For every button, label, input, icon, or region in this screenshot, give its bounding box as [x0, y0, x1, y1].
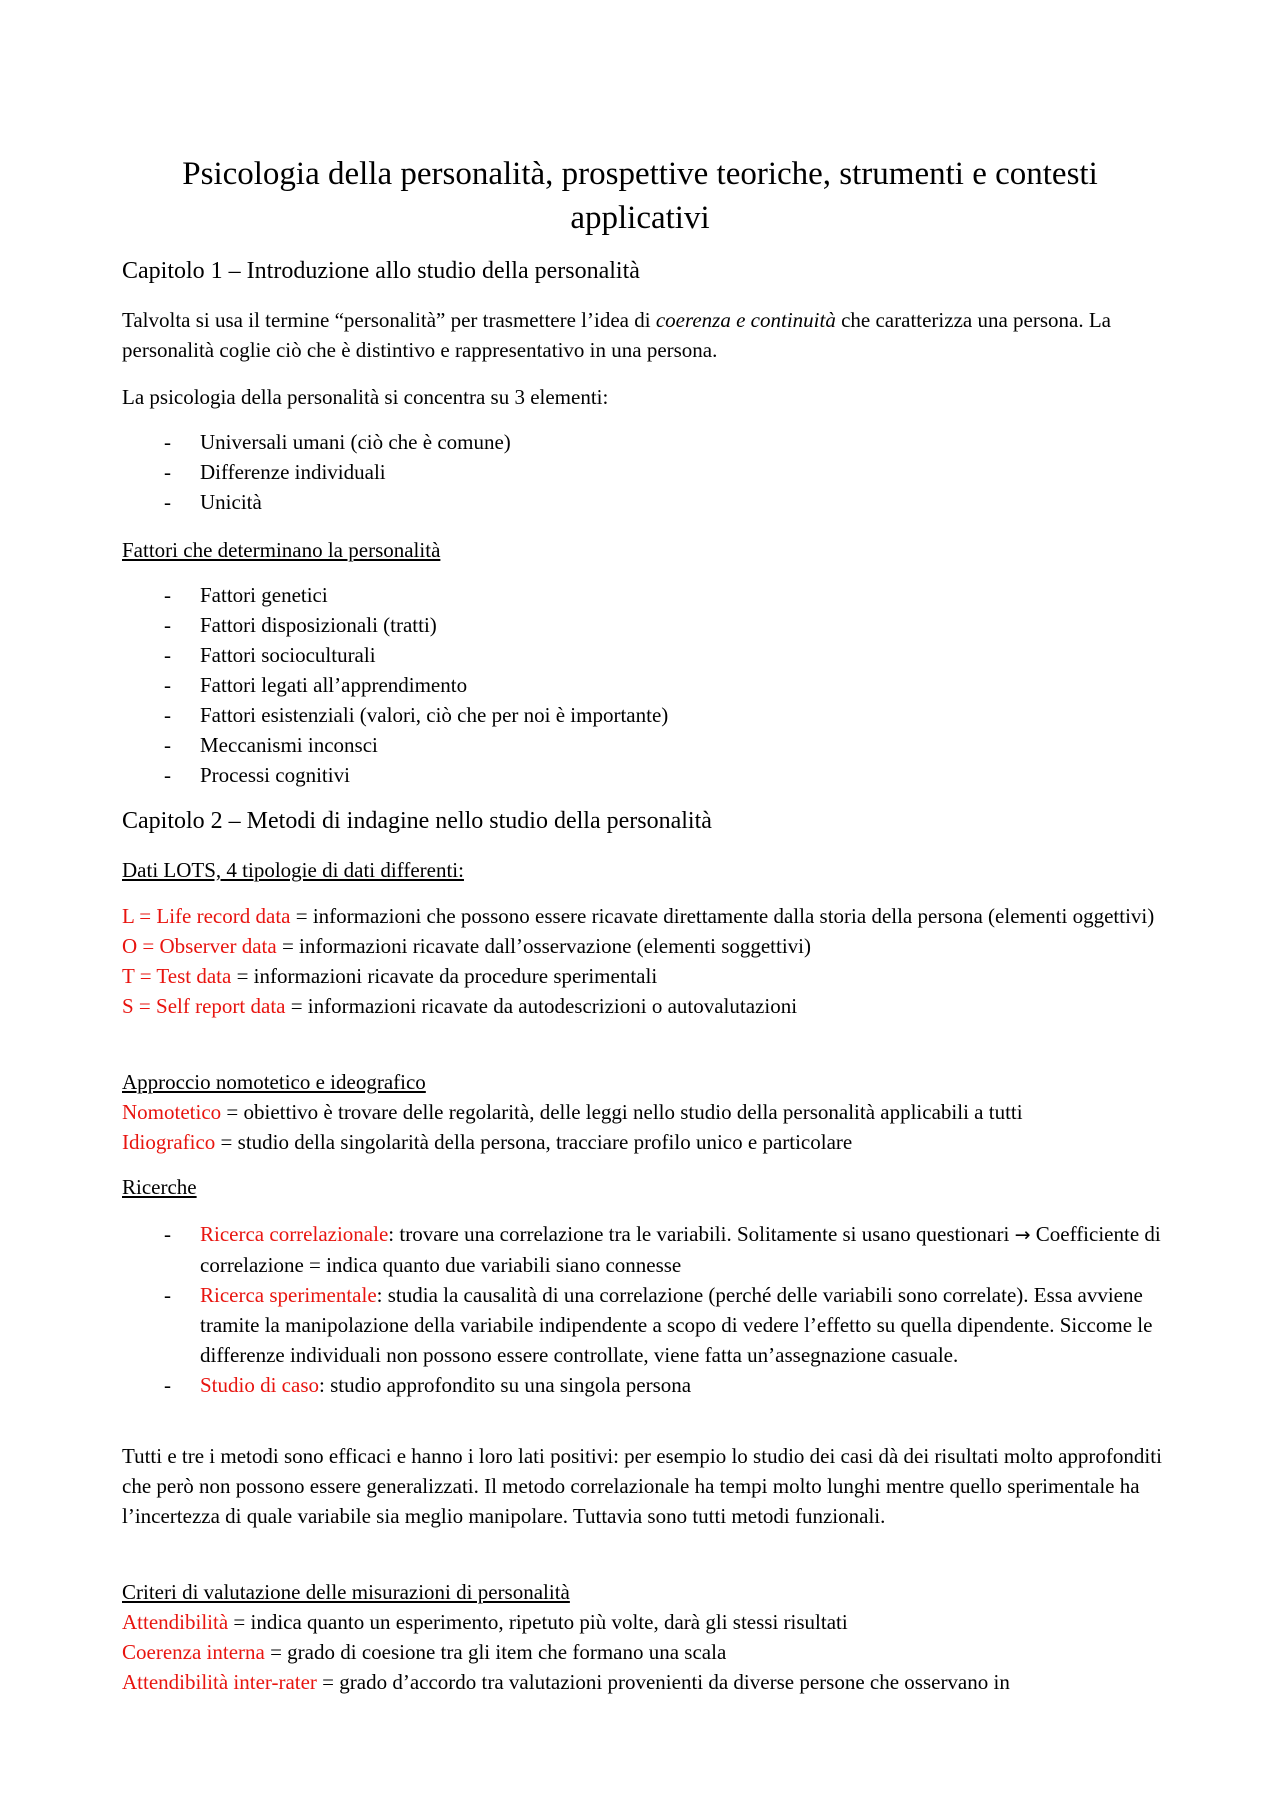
chapter-2-heading: Capitolo 2 – Metodi di indagine nello studio della personalità [122, 808, 712, 834]
approach-heading: Approccio nomotetico e ideografico [122, 1070, 426, 1094]
lots-list [122, 901, 1162, 1021]
list-item: - Meccanismi inconsci [164, 733, 378, 757]
intro-text-b: che caratterizza una persona. La personalità coglie ciò che è distintivo e rappresentativo in una persona. [122, 308, 1111, 362]
criteria-item: Attendibilità inter-rater = grado d’accordo tra valutazioni provenienti da diverse persone che osservano in [122, 1670, 1010, 1694]
list-item: - Fattori socioculturali [164, 643, 376, 667]
list-item: - Ricerca sperimentale: studia la causalità di una correlazione (perché delle variabili sono correlate). Essa avviene tramite la manipolazione della variabile indipendente a scopo di vedere l’effetto su quella dipendente. Siccome le differenze individuali non possono essere controllate, viene fatta un’assegnazione casuale. [164, 1283, 1153, 1367]
factors-heading: Fattori che determinano la personalità [122, 538, 441, 562]
criteria-heading: Criteri di valutazione delle misurazioni di personalità [122, 1580, 570, 1604]
research-heading: Ricerche [122, 1175, 197, 1199]
lots-heading: Dati LOTS, 4 tipologie di dati differenti: [122, 858, 464, 882]
lots-item-l: L = Life record data = informazioni che possono essere ricavate direttamente dalla storia della persona (elementi oggettivi) [122, 904, 1155, 928]
list-item: - Fattori legati all’apprendimento [164, 673, 468, 697]
list-item: - Universali umani (ciò che è comune) [164, 430, 511, 454]
lots-item-o: O = Observer data = informazioni ricavate dall’osservazione (elementi soggettivi) [122, 934, 812, 958]
lots-item-s: S = Self report data = informazioni ricavate da autodescrizioni o autovalutazioni [122, 994, 798, 1018]
elements-list [122, 427, 1162, 517]
list-item: - Fattori genetici [164, 583, 328, 607]
chapter-1-intro [122, 305, 1162, 365]
list-item: - Studio di caso: studio approfondito su una singola persona [164, 1373, 692, 1397]
chapter-1-heading: Capitolo 1 – Introduzione allo studio della personalità [122, 258, 640, 284]
list-item: - Differenze individuali [164, 460, 386, 484]
criteria-item: Coerenza interna = grado di coesione tra gli item che formano una scala [122, 1640, 727, 1664]
arrow-right-icon: → [1014, 1224, 1031, 1246]
approach-section [122, 1067, 1162, 1157]
intro-emphasis: coerenza e continuità [655, 308, 836, 332]
criteria-item: Attendibilità = indica quanto un esperimento, ripetuto più volte, darà gli stessi risultati [122, 1610, 848, 1634]
factors-list [122, 580, 1162, 790]
approach-idiografico: Idiografico = studio della singolarità della persona, tracciare profilo unico e particolare [122, 1130, 853, 1154]
list-item: - Fattori esistenziali (valori, ciò che per noi è importante) [164, 703, 669, 727]
approach-nomotetico: Nomotetico = obiettivo è trovare delle regolarità, delle leggi nello studio della personalità applicabili a tutti [122, 1100, 1023, 1124]
methods-summary: Tutti e tre i metodi sono efficaci e hanno i loro lati positivi: per esempio lo studio dei casi dà dei risultati molto approfonditi che però non possono essere generalizzati. Il metodo correlazionale ha tempi molto lunghi mentre quello sperimentale ha l’incertezza di quale variabile sia meglio manipolare. Tuttavia sono tutti metodi funzionali. [122, 1444, 1162, 1528]
document-title: Psicologia della personalità, prospettive teoriche, strumenti e contesti applicativi [182, 156, 1098, 236]
list-item: - Ricerca correlazionale: trovare una correlazione tra le variabili. Solitamente si usano questionari → Coefficiente di correlazione = indica quanto due variabili siano connesse [164, 1222, 1161, 1277]
criteria-section [122, 1577, 1162, 1697]
intro-text-a: Talvolta si usa il termine “personalità” per trasmettere l’idea di [122, 308, 656, 332]
list-item: - Processi cognitivi [164, 763, 350, 787]
list-item: - Unicità [164, 490, 262, 514]
list-item: - Fattori disposizionali (tratti) [164, 613, 437, 637]
focus-sentence: La psicologia della personalità si concentra su 3 elementi: [122, 385, 609, 409]
lots-item-t: T = Test data = informazioni ricavate da procedure sperimentali [122, 964, 658, 988]
research-list [122, 1219, 1162, 1400]
